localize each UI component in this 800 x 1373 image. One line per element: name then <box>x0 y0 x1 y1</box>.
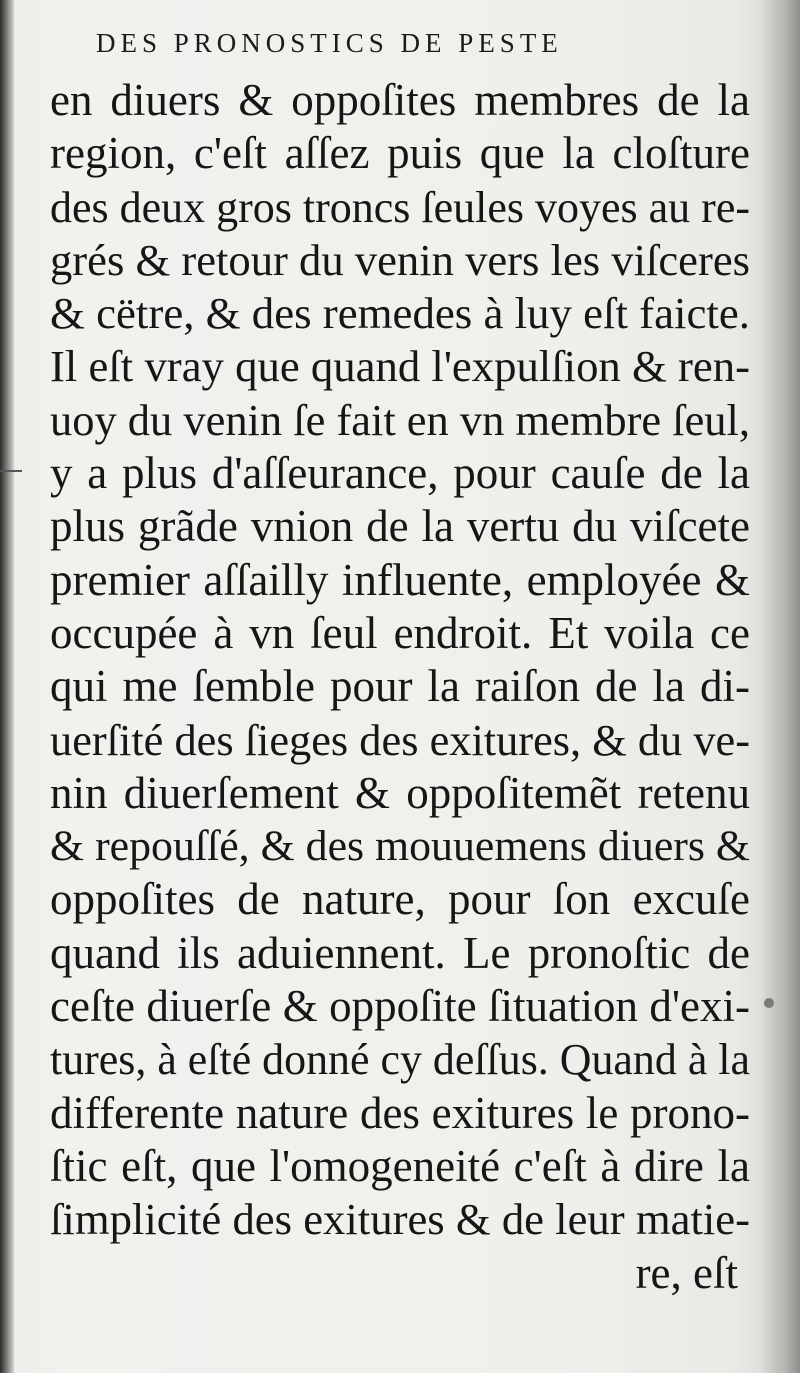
page-edge-shadow <box>760 0 800 1373</box>
text-line: oppoſites de nature, pour ſon excuſe <box>50 874 750 925</box>
text-line: grés & retour du venin vers les viſceres <box>50 234 750 285</box>
running-header: DES PRONOSTICS DE PESTE <box>96 28 563 58</box>
text-line: en diuers & oppoſites membres de la <box>50 75 750 125</box>
body-text <box>50 74 750 1300</box>
text-line: ceſte diuerſe & oppoſite ſituation d'exi- <box>50 981 750 1032</box>
page-gutter-shadow <box>0 0 14 1373</box>
text-line: uoy du venin ſe fait en vn membre ſeul, <box>50 394 750 445</box>
catchword-line: re, eſt <box>635 1247 738 1298</box>
text-line: ſtic eſt, que l'omogeneité c'eſt à dire la <box>50 1140 750 1191</box>
text-line: uerſité des ſieges des exitures, & du ve- <box>50 714 750 765</box>
text-line: y a plus d'aſſeurance, pour cauſe de la <box>50 448 750 499</box>
ink-spot <box>764 998 774 1008</box>
text-line: tures, à eſté donné cy deſſus. Quand à la <box>50 1035 750 1085</box>
text-line: nin diuerſement & oppoſitemẽt retenu <box>50 767 750 818</box>
text-line: quand ils aduiennent. Le pronoſtic de <box>50 927 750 978</box>
text-line: ſimplicité des exitures & de leur matie- <box>50 1194 750 1245</box>
text-line: des deux gros troncs ſeules voyes au re- <box>50 182 750 232</box>
text-line: differente nature des exitures le prono- <box>50 1087 750 1138</box>
text-line: plus grãde vnion de la vertu du viſcete <box>50 501 750 552</box>
margin-mark <box>0 470 22 472</box>
text-line: Il eſt vray que quand l'expulſion & ren- <box>50 341 750 392</box>
text-line: & repouſſé, & des mouuemens diuers & <box>50 822 750 871</box>
text-line: occupée à vn ſeul endroit. Et voila ce <box>50 607 750 658</box>
text-line: & cëtre, & des remedes à luy eſt faicte. <box>50 288 750 339</box>
text-line: region, c'eſt aſſez puis que la cloſture <box>50 128 750 179</box>
text-line: premier aſſailly influente, employée & <box>50 554 750 605</box>
text-line: qui me ſemble pour la raiſon de la di- <box>50 661 750 712</box>
